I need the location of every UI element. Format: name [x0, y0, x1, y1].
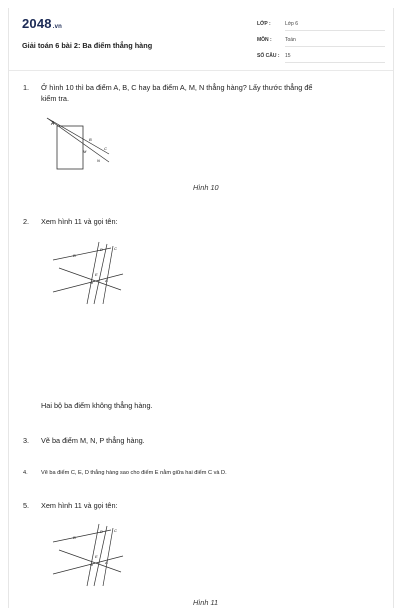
question-text: Vẽ ba điểm C, E, D thẳng hàng sao cho điểm E nằm giữa hai điểm C và D.: [41, 470, 227, 476]
label-e: E: [95, 554, 98, 559]
figure-11: [49, 238, 129, 308]
meta-value-subject: Toán: [285, 37, 296, 43]
question-number: 4.: [23, 470, 28, 476]
question-text: Xem hình 11 và gọi tên:: [41, 501, 118, 510]
meta-label-class: LỚP :: [257, 21, 271, 27]
label-b: B: [89, 137, 92, 142]
meta-label-count: SỐ CÂU :: [257, 53, 280, 59]
question-5: [23, 500, 383, 512]
question-1: [23, 82, 383, 106]
label-a: A: [105, 560, 108, 565]
question-4: [23, 468, 383, 480]
document-header: [9, 8, 393, 70]
meta-underline: [285, 30, 385, 31]
figure-11-repeat: [49, 520, 129, 590]
label-a: A: [51, 121, 55, 127]
question-2: [23, 216, 383, 228]
line-abc: [47, 118, 109, 154]
label-c: C: [104, 146, 107, 151]
label-d: D: [100, 247, 103, 252]
question-number: 3.: [23, 436, 30, 445]
line-segment: [53, 556, 123, 574]
rectangle-shape: [57, 126, 83, 169]
label-c: C: [114, 528, 117, 533]
label-c: C: [114, 246, 117, 251]
meta-label-subject: MÔN :: [257, 37, 272, 43]
label-e: E: [95, 272, 98, 277]
header-divider: [9, 70, 393, 71]
document-title: Giải toán 6 bài 2: Ba điểm thẳng hàng: [22, 41, 153, 50]
label-d: D: [100, 529, 103, 534]
label-g: G: [90, 562, 94, 567]
meta-underline: [285, 62, 385, 63]
label-a: A: [105, 278, 108, 283]
question-text: Vẽ ba điểm M, N, P thẳng hàng.: [41, 436, 145, 445]
question-text-cont: kiểm tra.: [41, 94, 69, 103]
meta-underline: [285, 46, 385, 47]
figure-10-caption: Hình 10: [193, 183, 219, 192]
site-logo[interactable]: 2048.vn: [22, 16, 63, 31]
meta-value-class: Lớp 6: [285, 21, 299, 27]
label-g: G: [90, 280, 94, 285]
question-3: [23, 435, 383, 447]
label-b: B: [73, 535, 76, 540]
meta-value-count: 15: [285, 53, 291, 59]
document-page: [8, 8, 394, 608]
label-n: N: [97, 158, 100, 163]
question-number: 1.: [23, 83, 30, 92]
line-amn: [47, 118, 109, 162]
question-text: Ở hình 10 thì ba điểm A, B, C hay ba điểm A, M, N thẳng hàng? Lấy thước thẳng để: [41, 83, 313, 92]
answer-text: Hai bộ ba điểm không thẳng hàng.: [41, 401, 153, 410]
label-b: B: [73, 253, 76, 258]
question-number: 5.: [23, 501, 30, 510]
label-m: M: [83, 149, 87, 154]
question-text: Xem hình 11 và gọi tên:: [41, 217, 118, 226]
figure-11-caption: Hình 11: [193, 598, 219, 607]
line-segment: [53, 274, 123, 292]
question-number: 2.: [23, 217, 30, 226]
figure-10: [39, 116, 129, 176]
